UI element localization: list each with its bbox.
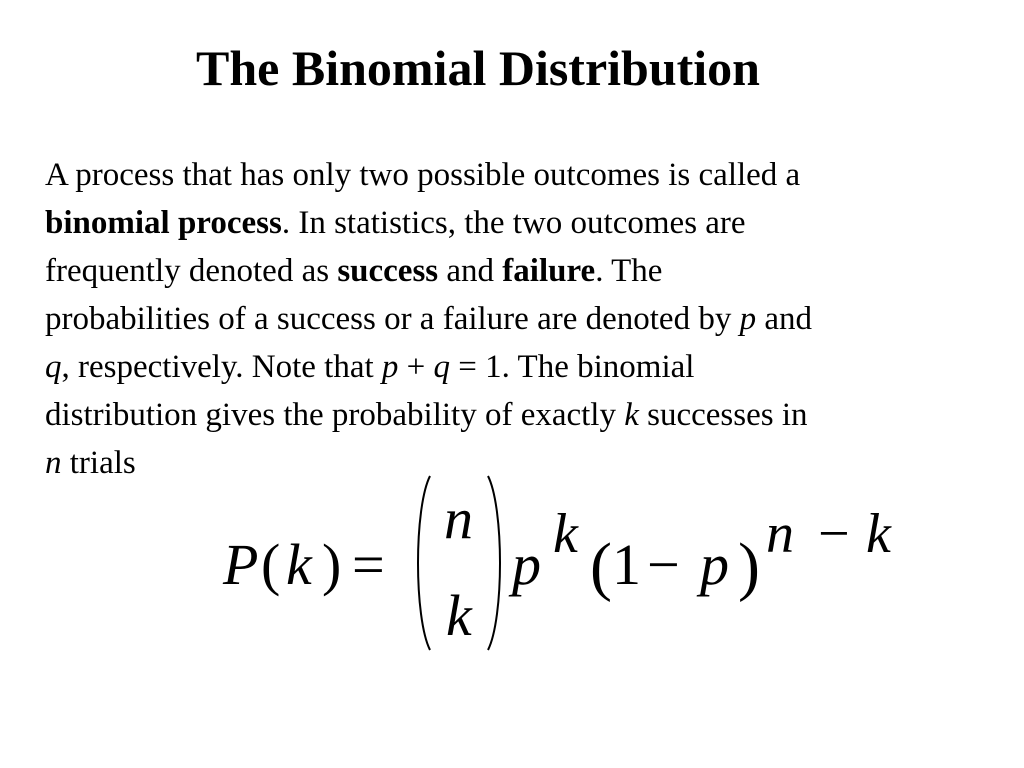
paragraph-line-5: q, respectively. Note that p + q = 1. The binomial xyxy=(45,349,695,385)
body-paragraph xyxy=(45,151,985,487)
formula-one: 1 xyxy=(612,532,641,597)
var-n: n xyxy=(45,445,62,481)
var-p: p xyxy=(381,349,399,385)
exponent-n: n xyxy=(766,503,794,565)
formula-k: k xyxy=(286,532,312,597)
paragraph-line-1: A process that has only two possible outcomes is called a xyxy=(45,157,801,193)
paragraph-line-6: distribution gives the probability of exactly k successes in xyxy=(45,397,808,433)
slide-title: The Binomial Distribution xyxy=(196,40,760,96)
formula-P: P xyxy=(223,532,259,597)
binomial-bottom-k: k xyxy=(446,583,472,648)
formula-p-2: p xyxy=(700,532,729,597)
var-q: q xyxy=(433,349,451,385)
paragraph-line-4: probabilities of a success or a failure are denoted by p and xyxy=(45,301,812,337)
formula-rparen: ) xyxy=(322,532,342,597)
var-q: q xyxy=(45,349,62,385)
term-success: success xyxy=(337,253,439,289)
exponent-k: k xyxy=(553,503,578,565)
binomial-top-n: n xyxy=(444,486,473,551)
term-failure: failure xyxy=(502,253,596,289)
binomial-right-paren xyxy=(486,474,508,652)
exponent-k-2: k xyxy=(866,503,891,565)
formula-lparen: ( xyxy=(261,532,281,597)
var-p: p xyxy=(739,301,757,337)
binomial-left-paren xyxy=(410,474,432,652)
formula-lparen-2: ( xyxy=(590,530,612,603)
formula-equals: = xyxy=(352,532,385,597)
formula-p: p xyxy=(512,532,541,597)
term-binomial-process: binomial process xyxy=(45,205,282,241)
paragraph-line-2: binomial process. In statistics, the two outcomes are xyxy=(45,205,746,241)
formula-rparen-2: ) xyxy=(738,530,760,603)
exponent-minus: − xyxy=(818,503,850,565)
var-k: k xyxy=(624,397,639,433)
paragraph-line-7: n trials xyxy=(45,445,136,481)
paragraph-line-3: frequently denoted as success and failure. The xyxy=(45,253,663,289)
formula-minus: − xyxy=(647,532,680,597)
